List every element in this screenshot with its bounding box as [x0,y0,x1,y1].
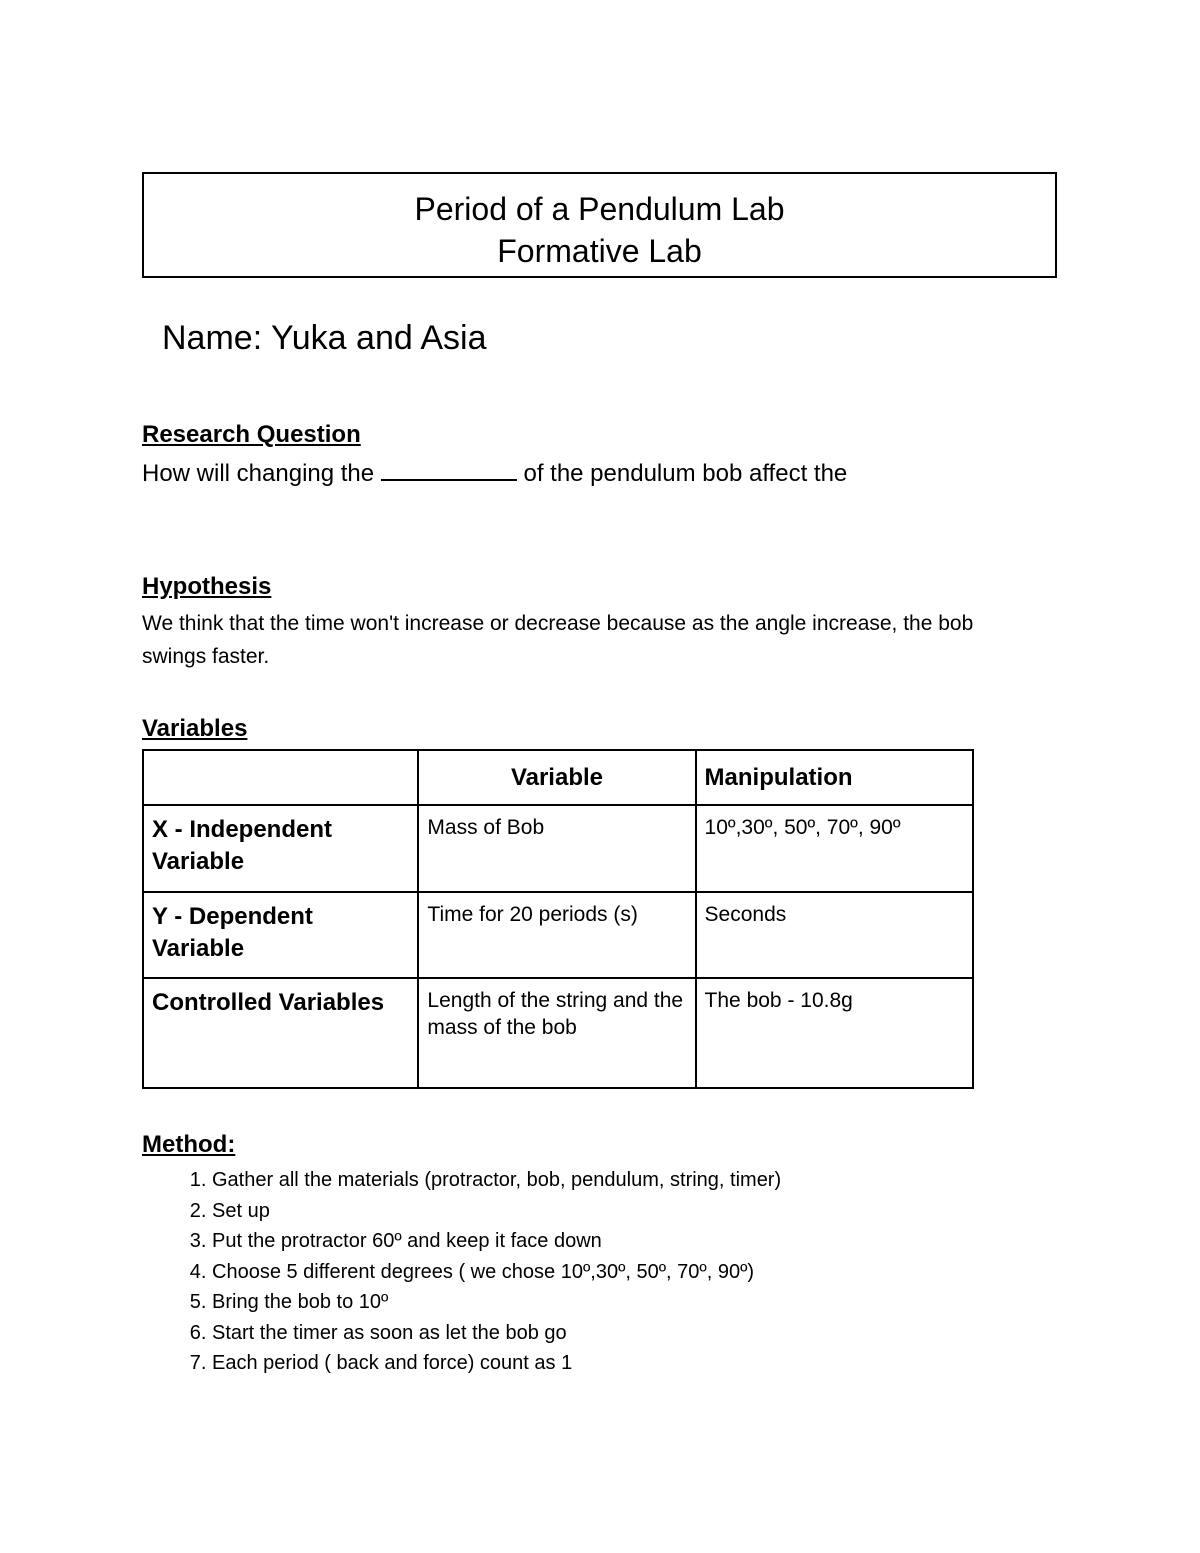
document-title: Period of a Pendulum Lab [414,191,785,227]
list-item: 1. Gather all the materials (protractor, bob, pendulum, string, timer) [212,1165,781,1196]
cell-variable: Time for 20 periods (s) [418,892,695,978]
hypothesis-heading: Hypothesis [142,573,272,600]
list-item: 6. Start the timer as soon as let the bob go [212,1318,781,1349]
table-row [143,892,973,978]
method-steps-list [170,1165,781,1379]
table-header-empty [143,750,418,805]
table-header-row [143,750,973,805]
list-item: 4. Choose 5 different degrees ( we chose 10º,30º, 50º, 70º, 90º) [212,1257,781,1288]
method-heading: Method: [142,1131,236,1158]
research-question-heading: Research Question [142,421,361,448]
cell-manipulation: The bob - 10.8g [696,978,973,1088]
research-question-text-start: How will changing the [142,460,381,487]
title-box [142,172,1057,278]
list-item: 7. Each period ( back and force) count as 1 [212,1348,781,1379]
row-label-controlled: Controlled Variables [143,978,418,1088]
table-row [143,805,973,892]
list-item: 3. Put the protractor 60º and keep it face down [212,1226,781,1257]
research-question-text [142,458,847,490]
cell-variable: Mass of Bob [418,805,695,892]
table-header-manipulation: Manipulation [696,750,973,805]
variables-heading: Variables [142,715,248,742]
table-header-variable: Variable [418,750,695,805]
document-subtitle: Formative Lab [497,233,702,269]
hypothesis-text: We think that the time won't increase or decrease because as the angle increase, the bob swings faster. [142,612,974,668]
variables-table [142,749,974,1089]
row-label-dependent: Y - Dependent Variable [143,892,418,978]
research-question-text-end: of the pendulum bob affect the [516,460,848,487]
cell-manipulation: Seconds [696,892,973,978]
cell-variable: Length of the string and the mass of the bob [418,978,695,1088]
student-names: Name: Yuka and Asia [162,319,487,357]
fill-in-blank [381,459,517,481]
list-item: 2. Set up [212,1196,781,1227]
list-item: 5. Bring the bob to 10º [212,1287,781,1318]
row-label-independent: X - Independent Variable [143,805,418,892]
cell-manipulation: 10º,30º, 50º, 70º, 90º [696,805,973,892]
table-row [143,978,973,1088]
